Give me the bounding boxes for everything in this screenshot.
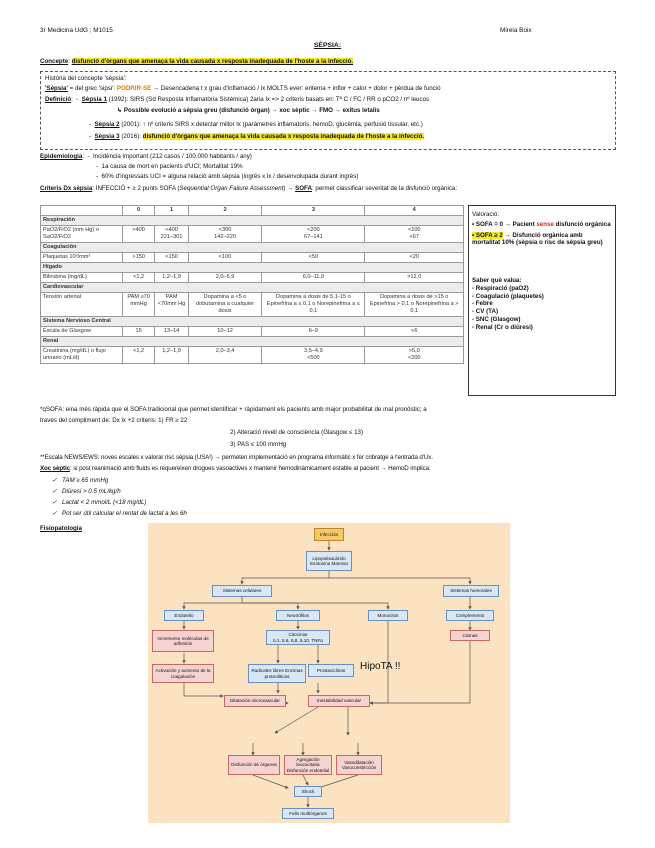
node-celulares: Sistemas celulares [212,585,272,597]
saber-item: - Coagulació (plaquetes) [472,292,544,300]
sofa-cell: 1,2–1,9 [155,272,189,282]
sofa-cell: Dopamina a dosis de 5,1-15 o Epinefrina a ≤ 0,1 o Norepinefrina a ≤ 0,1 [262,292,365,316]
sofa-section-row [41,316,464,326]
sofa-row-label: Creatinina (mg/dL) o flujo urinario (mL/d) [41,346,123,363]
criteris-post: : permet classificar severitat de la disfunció orgànica: [311,185,458,192]
sofa-cell: <20 [365,252,464,262]
xoc-check-item [52,477,187,488]
xoc-check-item [52,510,187,521]
historia-box [40,71,616,150]
epidemio-item-3: 60% d'ingressats UCI = alguna relació amb sèpsia (ingrés x lx / desenvolupada durant ingrés) [101,173,359,180]
check-icon: ✓ [52,510,58,517]
sofa-cell: <300 142–220 [188,225,261,242]
news-line: **Escala NEWS/EWS: noves escales x valorar risc sèpsia (USA!) → permeten implementació en programa informàtic x fer cribratge a l'entrada d'Ux. [40,454,433,461]
xoc-check-item [52,499,187,510]
node-activacion: Activación y aumento de la coagulación [152,664,214,683]
fisiopatologia-diagram [148,523,510,823]
sofa-header-cell [41,206,123,216]
s3-text: disfunció d'òrgans que amenaça la vida causada x resposta inadequada de l'hoste a la infecció. [142,133,425,140]
sofa-label: SOFA [295,185,312,192]
valoracio-item-2-hl: • SOFA ≥ 2 [472,231,503,239]
sofa-cell: <100 [188,252,261,262]
sepsia-pre: = del grec 'sipsi': [67,85,117,92]
saber-item-text: Renal (Cr o diüresi) [475,323,533,331]
sofa-section-title: Cardiovascular [41,282,464,292]
xoc-checklist [52,477,187,521]
sofa-section-row [41,262,464,272]
node-humorales: Sistemas humorales [443,585,499,597]
criteris-mid: ) → [283,185,296,192]
sofa-cell: <1,2 [123,346,155,363]
sofa-row-label: Tensión arterial [41,292,123,316]
saber-item: - CV (TA) [472,308,499,315]
sofa-section-title: Hígado [41,262,464,272]
concepte-label: Concepte [40,58,69,65]
sepsia-label: 'Sèpsia' [45,85,68,92]
sofa-cell: 3,5–4,9 <500 [262,346,365,363]
node-monocitos: Monocitos [368,610,408,621]
sofa-cell: PAM ≥70 mmHg [123,292,155,316]
sofa-section-title: Renal [41,336,464,346]
s2-label: Sèpsia 2 [94,121,120,128]
sofa-section-row [41,336,464,346]
node-vasodilatacion: Vasodilatación Vasoconstricción [336,755,382,775]
sofa-section-row [41,282,464,292]
historia-s1-line: Definició: - Sèpsia 1 (1992): SIRS (Sd Resposta Inflamatòria Sistèmica) 2aria lx => 2 criteris basats en: Tª C / FC / RR o pCO2 / nº leucos [45,96,430,103]
saber-item-text: Febre [475,300,493,308]
saber-item-text: Respiració (paO2) [475,284,529,292]
hipota-annotation: HipoTA !! [360,661,401,672]
s2-text: (2001): ↑ nº criteris SIRS x detectar millor lx (paràmetres inflamatoris, hemoD, glucèmia, perfusió tissular, etc.) [119,121,423,128]
valoracio-item-2 [472,232,612,248]
xoc-check-item [52,488,187,499]
saber-item: - Renal (Cr o diüresi) [472,323,533,331]
node-dilatacion: Dilatación microvascular [224,695,286,707]
xoc-text: : si post reanimació amb fluids es requereixen drogues vasoactives x mantenir hemodinàmicament estable al pacient → HemoD implica: [69,465,431,472]
concepte-text: disfunció d'òrgans que amenaça la vida causada x resposta inadequada de l'hoste a la infecció. [71,58,354,65]
s1-text: (1992): SIRS (Sd Resposta Inflamatòria Sistèmica) 2aria lx => 2 criteris basats en: Tª C / FC / RR o pCO2 / nº leucos [106,96,430,103]
page-title: SÈPSIA: [313,42,342,49]
criteris-pre: : INFECCIÓ + ≥ 2 punts SOFA ( [92,185,180,192]
sofa-cell: <200 67–141 [262,225,365,242]
sofa-cell: >5,0 <200 [365,346,464,363]
sofa-row [41,252,464,262]
node-cininas: Cininas [450,630,490,641]
s3-label: Sèpsia 3 [94,133,120,140]
sofa-row [41,346,464,363]
qsofa-line-1: *qSOFA: eina més ràpida que el SOFA tradicional que permet identificar + ràpidament els pacients amb major probabilitat de mal pronòstic; a [40,406,427,413]
sofa-cell: <1,2 [123,272,155,282]
xoc-line [40,465,430,473]
concepte-line: Concepte: disfunció d'òrgans que amenaça la vida causada x resposta inadequada de l'hoste a la infecció. [40,58,354,65]
sofa-header-row [41,206,464,216]
node-fallo: Fallo multiórganos [282,808,334,819]
sofa-section-title: Sistema Nervioso Central [41,316,464,326]
xoc-check-text: Pot ser útil calcular el rentat de lactat a les 6h [62,510,187,517]
node-incremento: Incremento moléculas de adhesión [152,630,214,652]
sofa-cell: 2,0–3,4 [188,346,261,363]
sofa-section-row [41,215,464,225]
criteris-label: Criteris Dx sèpsia [40,185,93,192]
epidemio-item-2-row: - 1a causa de mort en pacients d'UCI; Mortalitat 19% [96,163,243,170]
sofa-row-label: Bilirubina (mg/dL) [41,272,123,282]
sofa-cell: <6 [365,326,464,336]
sofa-section-title: Coagulación [41,242,464,252]
epidemiologia: Epidemiologia: - Incidència important (212 casos / 100.000 habitants / any) [40,153,252,160]
sofa-row [41,225,464,242]
node-shock: Shock [294,786,322,797]
valoracio-item-1-post: disfunció orgànica [553,220,611,228]
sofa-cell: >150 [123,252,155,262]
sepsia-post: → Desencadena t x grau d'inflamació / lx MOLTS ever: eritema + inflor + calor + dolor + pèrdua de funció [151,85,441,92]
sofa-cell: 1,2–1,9 [155,346,189,363]
saber-title: Saber què valua: [472,277,522,284]
saber-item-text: CV (TA) [475,308,499,315]
header-left: 3r Medicina UdG ; M1015 [40,27,113,34]
valoracio-title: Valoració: [472,211,500,218]
node-prostaciclinas: Prostaciclinas [308,664,354,677]
sofa-cell: >12,0 [365,272,464,282]
qsofa-criterion-2: 2) Alteració nivell de consciència (Glasgow ≤ 13) [230,429,364,436]
valoracio-item-1 [472,221,612,229]
node-infeccion: Infección [314,528,344,541]
check-icon: ✓ [52,488,58,495]
criteris-line [40,185,457,193]
valoracio-item-1-pre: • SOFA = 0 → Pacient [472,220,537,228]
historia-sepsia-line [45,85,441,93]
sofa-header-cell: 2 [188,206,261,216]
sofa-cell: <150 [155,252,189,262]
node-disfuncion: Disfunción de órganos [228,755,280,775]
qsofa-line-2: través del compliment de: Dx lx +2 criteris: 1) FR ≥ 22 [40,417,188,424]
check-icon: ✓ [52,477,58,484]
historia-title: Història del concepte 'sèpsia': [45,75,127,82]
sofa-table [40,205,464,364]
saber-item-text: SNC (Glasgow) [475,315,521,323]
sofa-cell: >400 [123,225,155,242]
sofa-header-cell: 4 [365,206,464,216]
sofa-cell: 6–9 [262,326,365,336]
sofa-header-cell: 0 [123,206,155,216]
epidemiologia-label: Epidemiologia [40,153,83,160]
xoc-label: Xoc sèptic [40,465,70,472]
valoracio-box [468,205,616,396]
historia-s2-line: - Sèpsia 2 (2001): ↑ nº criteris SIRS x detectar millor lx (paràmetres inflamatoris, hemoD, glucèmia, perfusió tissular, etc.) [89,121,423,128]
node-endotelio: Endotelio [164,610,204,621]
node-citocinas: Citocinas IL1, IL6, IL8, IL10, TNFα [266,630,330,645]
qsofa-criterion-3: 3) PAS ≤ 100 mmHg [230,441,287,448]
sofa-cell: PAM <70mm Hg [155,292,189,316]
sofa-row-label: PaO2/FiO2 (mm Hg) o SaO2/FiO2 [41,225,123,242]
definicio-label: Definició [45,96,72,103]
epidemio-item-2: 1a causa de mort en pacients d'UCI; Mortalitat 19% [101,163,243,170]
node-radicales: Radicales libres Enzimas proteolíticas [248,664,306,683]
epidemio-item-3-row: - 60% d'ingressats UCI = alguna relació amb sèpsia (ingrés x lx / desenvolupada durant ingrés) [96,173,359,180]
sofa-row [41,326,464,336]
sofa-cell: 10–12 [188,326,261,336]
sofa-cell: <400 221–301 [155,225,189,242]
sofa-cell: 6,0–11,9 [262,272,365,282]
sofa-cell: <100 <67 [365,225,464,242]
sofa-section-title: Respiración [41,215,464,225]
node-lps: Lipopolisacárido Exotoxina Manosa [306,551,352,571]
sofa-cell: Dopamina a <5 o dobutamina a cualquier dosis [188,292,261,316]
node-complemento: Complemento [446,610,494,621]
sofa-cell: 15 [123,326,155,336]
sofa-cell: 2,0–5,9 [188,272,261,282]
valoracio-item-2-post: → Disfunció orgànica amb mortalitat 10% (sèpsia o risc de sèpsia greu) [472,231,603,247]
saber-item-text: Coagulació (plaquetes) [475,292,544,300]
node-agregacion: Agregación leucocitaria Disfunción endotelial [284,755,332,775]
historia-s3-line: - Sèpsia 3 (2016): disfunció d'òrgans que amenaça la vida causada x resposta inadequada de l'hoste a la infecció. [89,133,425,140]
node-inestabilidad: Inestabilidad vascular [308,695,370,707]
sofa-header-cell: 1 [155,206,189,216]
sofa-row [41,272,464,282]
xoc-check-text: TAM ≥ 65 mmHg [62,477,109,484]
saber-item: - Febre [472,300,493,308]
sofa-cell: Dopamina a dosis de >15 o Epinefrina > 0,1 o Norepinefrina a > 0,1 [365,292,464,316]
s1-label: Sèpsia 1 [81,96,107,103]
header-right: Mireia Boix [500,27,532,34]
saber-list [472,285,612,332]
saber-item: - Respiració (paO2) [472,284,529,292]
sofa-section-row [41,242,464,252]
epidemio-item-1: Incidència important (212 casos / 100.000 habitants / any) [92,153,252,160]
criteris-italic: Sequential Organ Failure Assessment [179,185,284,192]
valoracio-item-1-red: sense [536,220,554,228]
sofa-row-label: Plaquetas 10³/mm³ [41,252,123,262]
node-neutrofilos: Neutrófilos [276,610,320,621]
fisiopatologia-label: Fisiopatologia [40,525,82,532]
check-icon: ✓ [52,499,58,506]
sofa-cell: <50 [262,252,365,262]
sofa-row [41,292,464,316]
xoc-check-text: Lactat < 2 mmol/L (<18 mg/dL) [62,499,147,506]
xoc-check-text: Diüresi > 0.5 mL/kg/h [62,488,121,495]
podrir-se: PODRIR-SE [116,85,152,92]
sofa-row-label: Escala de Glasgow [41,326,123,336]
sofa-cell: 13–14 [155,326,189,336]
s3-pre: (2016): [119,133,143,140]
sofa-header-cell: 3 [262,206,365,216]
historia-s1-sub: ↳ Possible evolució a sèpsia greu (disfunció òrgan) → xoc sèptic → FMO → exitus letalis [117,107,380,114]
saber-item: - SNC (Glasgow) [472,315,521,323]
